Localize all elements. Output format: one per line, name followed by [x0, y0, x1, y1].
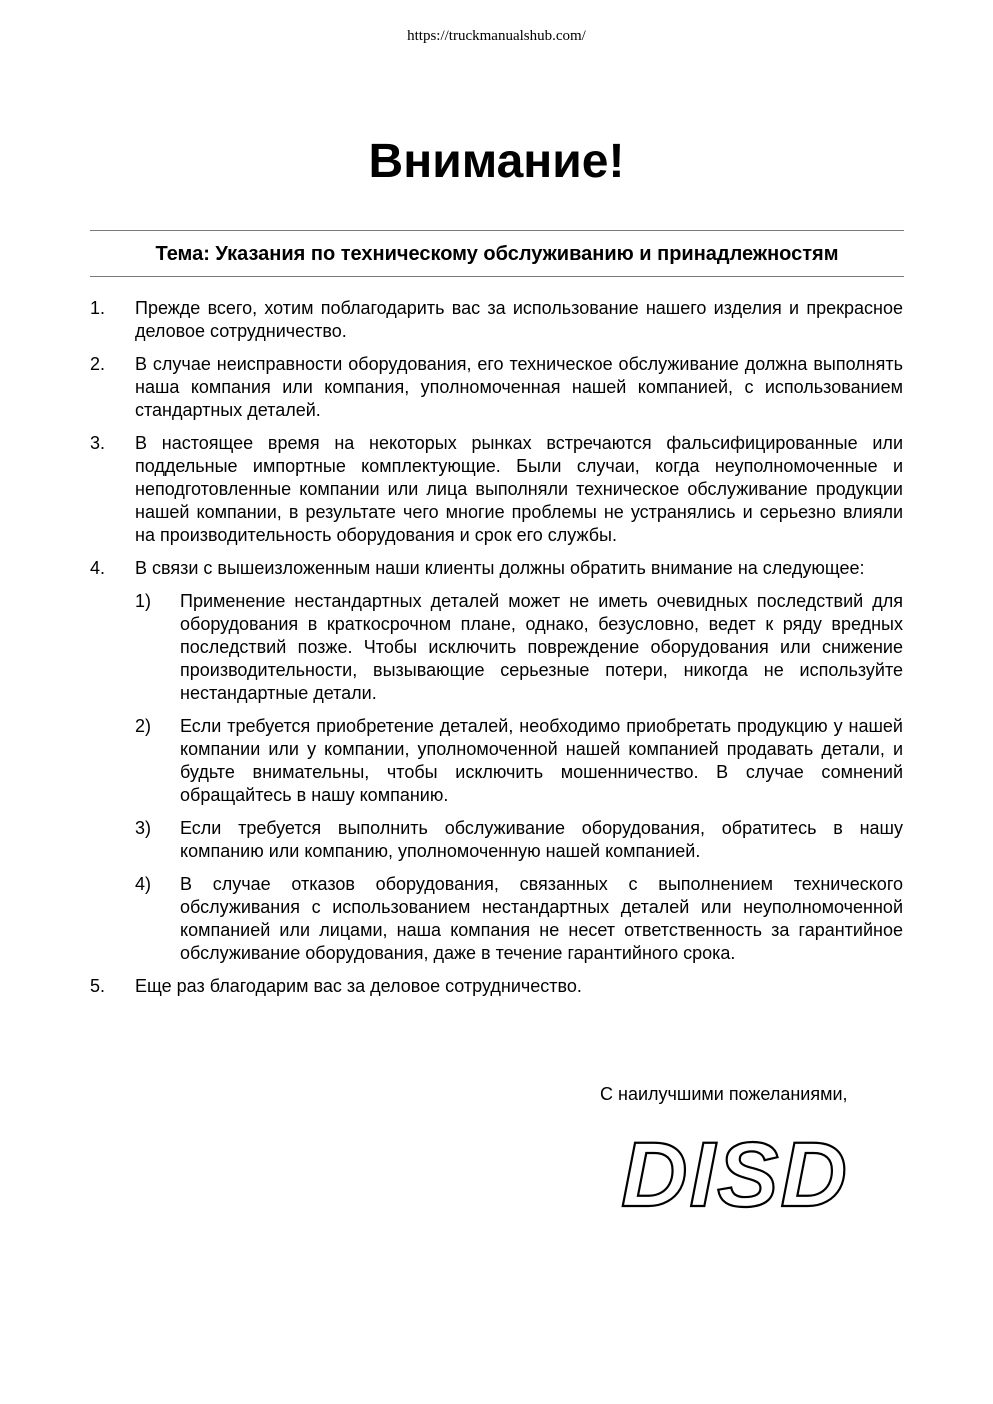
- sub-item-text: В случае отказов оборудования, связанных с выполнением технического обслуживания с использованием нестандартных деталей или неуполномоченной компанией или лицами, наша компания не несет ответственность за гарантийное обслуживание оборудования, даже в течение гарантийного срока.: [180, 874, 903, 963]
- list-item-1: [90, 297, 903, 343]
- header-url[interactable]: https://truckmanualshub.com/: [407, 28, 586, 44]
- page-title: Внимание!: [368, 135, 625, 188]
- item-text: В настоящее время на некоторых рынках встречаются фальсифицированные или поддельные импортные комплектующие. Были случаи, когда неуполномоченные и неподготовленные компании или лица выполняли техническое обслуживание продукции нашей компании, в результате чего многие проблемы не устранялись и серьезно влияли на производительность оборудования и срок его службы.: [135, 433, 903, 545]
- item-number: 2.: [90, 354, 106, 374]
- sub-list: [135, 590, 903, 965]
- list-item-3: [90, 432, 903, 547]
- sub-item-text: Если требуется приобретение деталей, необходимо приобретать продукцию у нашей компании или у компании, уполномоченной нашей компанией продавать детали, и будьте внимательны, чтобы исключить мошенничество. В случае сомнений обращайтесь в нашу компанию.: [180, 716, 903, 805]
- list-item-4: [90, 557, 903, 965]
- item-text: В случае неисправности оборудования, его техническое обслуживание должна выполнять наша компания или компания, уполномоченная нашей компанией, с использованием стандартных деталей.: [135, 354, 903, 420]
- disd-logo: [590, 1130, 880, 1220]
- sub-item-text: Если требуется выполнить обслуживание оборудования, обратитесь в нашу компанию или компанию, уполномоченную нашей компанией.: [180, 818, 903, 861]
- subject-line: Тема: Указания по техническому обслуживанию и принадлежностям: [155, 243, 839, 265]
- item-number: 1.: [90, 298, 106, 318]
- item-number: 4.: [90, 558, 106, 578]
- sub-item-4: [135, 873, 903, 965]
- list-item-5: [90, 975, 903, 998]
- item-text: В связи с вышеизложенным наши клиенты должны обратить внимание на следующее:: [135, 558, 865, 578]
- closing-signoff: С наилучшими пожеланиями,: [600, 1084, 848, 1104]
- list-item-2: [90, 353, 903, 422]
- bottom-divider: [90, 276, 904, 277]
- sub-item-number: 4): [135, 874, 152, 894]
- sub-item-number: 1): [135, 591, 152, 611]
- instruction-list: [90, 297, 903, 1008]
- sub-item-number: 3): [135, 818, 152, 838]
- sub-item-number: 2): [135, 716, 152, 736]
- sub-item-1: [135, 590, 903, 705]
- logo-text: DISD: [621, 1130, 849, 1220]
- top-divider: [90, 230, 904, 231]
- item-text: Прежде всего, хотим поблагодарить вас за использование нашего изделия и прекрасное деловое сотрудничество.: [135, 298, 903, 341]
- item-number: 3.: [90, 433, 106, 453]
- item-text: Еще раз благодарим вас за деловое сотрудничество.: [135, 976, 582, 996]
- sub-item-2: [135, 715, 903, 807]
- item-number: 5.: [90, 976, 106, 996]
- sub-item-text: Применение нестандартных деталей может не иметь очевидных последствий для оборудования в краткосрочном плане, однако, безусловно, ведет к ряду вредных последствий позже. Чтобы исключить повреждение оборудования или снижение производительности, вызывающие серьезные потери, никогда не используйте нестандартные детали.: [180, 591, 903, 703]
- sub-item-3: [135, 817, 903, 863]
